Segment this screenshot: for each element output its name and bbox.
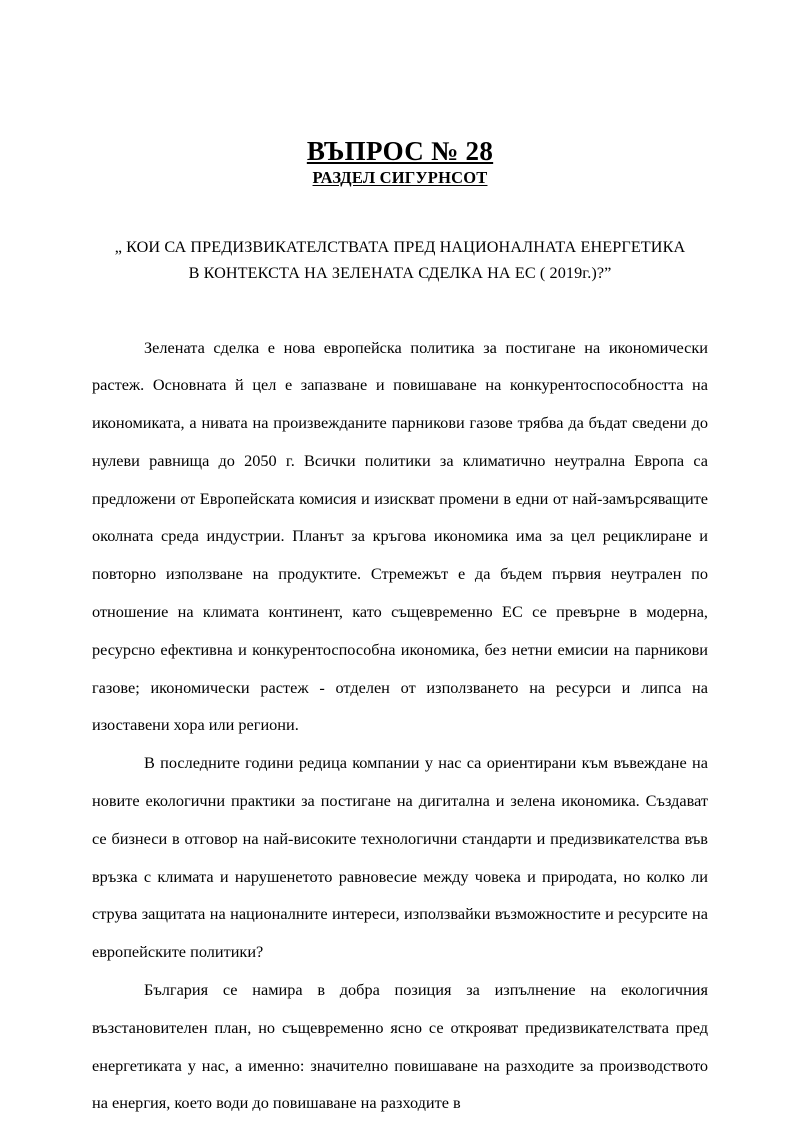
paragraph-1: Зелената сделка е нова европейска политика за постигане на икономически растеж. Основната й цел е запазване и повишаване на конкурентоспособността на икономиката, а нивата на произвежданите парникови газове трябва да бъдат сведени до нулеви равнища до 2050 г. Всички политики за климатично неутрална Европа са предложени от Европейската комисия и изискват промени в едни от най-замърсяващите околната среда индустрии. Планът за кръгова икономика има за цел рециклиране и повторно използване на продуктите. Стремежът е да бъдем първия неутрален по отношение на климата континент, като същевременно ЕС се превърне в модерна, ресурсно ефективна и конкурентоспособна икономика, без нетни емисии на парникови газове; икономически растеж - отделен от използването на ресурси и липса на изоставени хора или региони. xyxy=(92,337,708,735)
document-title xyxy=(92,136,708,166)
title-block xyxy=(92,136,708,188)
question-heading-line-2: В КОНТЕКСТА НА ЗЕЛЕНАТА СДЕЛКА НА ЕС ( 2019г.)?” xyxy=(188,264,612,283)
document-subtitle-text: РАЗДЕЛ СИГУРНСОТ xyxy=(312,168,488,188)
paragraph-2: В последните години редица компании у нас са ориентирани към въвеждане на новите екологични практики за постигане на дигитална и зелена икономика. Създават се бизнеси в отговор на най-високите технологични стандарти и предизвикателства във връзка с климата и нарушенетото равновесие между човека и природата, но колко ли струва защитата на националните интереси, използвайки възможностите и ресурсите на европейските политики? xyxy=(92,753,708,962)
document-subtitle xyxy=(92,168,708,188)
question-heading-line-1: „ КОИ СА ПРЕДИЗВИКАТЕЛСТВАТА ПРЕД НАЦИОНАЛНАТА ЕНЕРГЕТИКА xyxy=(114,238,686,257)
page-content xyxy=(92,0,708,1122)
question-heading xyxy=(92,234,708,286)
document-title-text: ВЪПРОС № 28 xyxy=(306,136,494,166)
body-text xyxy=(92,329,708,1123)
paragraph-3: България се намира в добра позиция за изпълнение на екологичния възстановителен план, но същевременно ясно се открояват предизвикателствата пред енергетиката у нас, а именно: значително повишаване на разходите за производството на енергия, което води до повишаване на разходите в xyxy=(92,980,708,1113)
